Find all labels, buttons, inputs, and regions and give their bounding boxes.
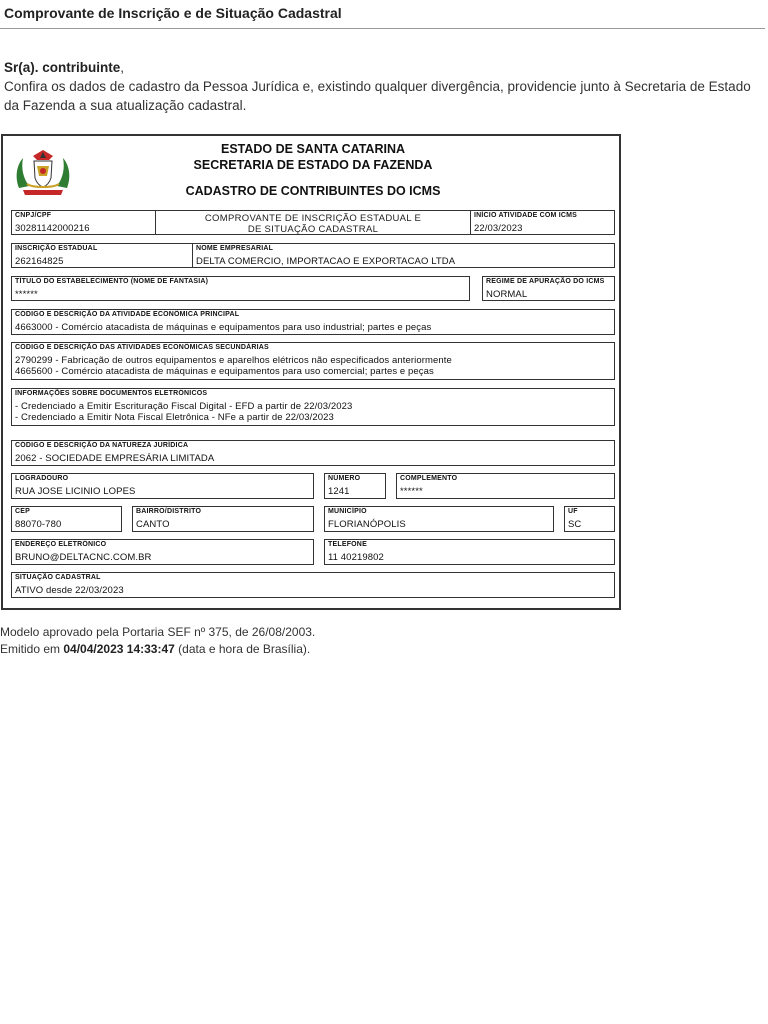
- cnpj-label: CNPJ/CPF: [15, 212, 52, 219]
- cnpj-field: [11, 210, 156, 235]
- complemento-label: COMPLEMENTO: [400, 475, 458, 482]
- emitido-datetime: 04/04/2023 14:33:47: [63, 642, 175, 656]
- natureza-label: CÓDIGO E DESCRIÇÃO DA NATUREZA JURÍDICA: [15, 442, 189, 449]
- modelo-note: Modelo aprovado pela Portaria SEF nº 375, de 26/08/2003.: [0, 625, 316, 639]
- inicio-value: 22/03/2023: [474, 223, 523, 234]
- complemento-field: [396, 473, 615, 499]
- situacao-cadastral-field: [11, 572, 615, 598]
- situacao-label: SITUAÇÃO CADASTRAL: [15, 574, 101, 581]
- ie-value: 262164825: [15, 256, 64, 267]
- documentos-eletronicos-field: [11, 388, 615, 426]
- certificate-frame: [1, 134, 621, 610]
- uf-value: SC: [568, 519, 582, 530]
- email-label: ENDEREÇO ELETRÔNICO: [15, 541, 107, 548]
- heading-cadastro: CADASTRO DE CONTRIBUINTES DO ICMS: [185, 184, 441, 198]
- complemento-value: ******: [400, 486, 423, 497]
- bairro-field: [132, 506, 314, 532]
- logradouro-field: [11, 473, 314, 499]
- inscricao-estadual-field: [11, 243, 193, 268]
- doc-title-line2: DE SITUAÇÃO CADASTRAL: [247, 224, 379, 235]
- ie-label: INSCRIÇÃO ESTADUAL: [15, 245, 98, 252]
- page-header: [0, 0, 765, 29]
- uf-label: UF: [568, 508, 578, 515]
- atividade-secundaria-item: 4665600 - Comércio atacadista de máquinas e equipamentos para uso comercial; partes e peças: [15, 366, 434, 377]
- doc-eletronico-item: - Credenciado a Emitir Nota Fiscal Eletrônica - NFe a partir de 22/03/2023: [15, 412, 334, 423]
- situacao-value: ATIVO desde 22/03/2023: [15, 585, 124, 596]
- atividade-principal-label: CÓDIGO E DESCRIÇÃO DA ATIVIDADE ECONÔMICA PRINCIPAL: [15, 311, 240, 318]
- greeting: Sr(a). contribuinte: [4, 60, 121, 75]
- bairro-label: BAIRRO/DISTRITO: [136, 508, 202, 515]
- greeting-suffix: ,: [120, 60, 125, 75]
- regime-value: NORMAL: [486, 289, 528, 300]
- cep-label: CEP: [15, 508, 30, 515]
- atividades-secundarias-field: [11, 342, 615, 380]
- fantasia-label: TÍTULO DO ESTABELECIMENTO (NOME DE FANTASIA): [15, 278, 209, 285]
- regime-label: REGIME DE APURAÇÃO DO ICMS: [486, 278, 605, 285]
- numero-value: 1241: [328, 486, 350, 497]
- inicio-label: INÍCIO ATIVIDADE COM ICMS: [474, 212, 577, 219]
- fantasia-value: ******: [15, 289, 38, 300]
- atividade-principal-value: 4663000 - Comércio atacadista de máquinas e equipamentos para uso industrial; partes e peças: [15, 322, 432, 333]
- email-value: BRUNO@DELTACNC.COM.BR: [15, 552, 152, 563]
- nome-label: NOME EMPRESARIAL: [196, 245, 274, 252]
- natureza-value: 2062 - SOCIEDADE EMPRESÁRIA LIMITADA: [15, 453, 215, 464]
- email-field: [11, 539, 314, 565]
- regime-apuracao-field: [482, 276, 615, 301]
- logradouro-value: RUA JOSE LICINIO LOPES: [15, 486, 136, 497]
- docs-eletronicos-label: INFORMAÇÕES SOBRE DOCUMENTOS ELETRÔNICOS: [15, 390, 208, 397]
- municipio-field: [324, 506, 554, 532]
- bairro-value: CANTO: [136, 519, 170, 530]
- numero-field: [324, 473, 386, 499]
- telefone-value: 11 40219802: [328, 552, 384, 563]
- nome-empresarial-field: [192, 243, 615, 268]
- doc-title-box: [155, 210, 471, 235]
- atividade-principal-field: [11, 309, 615, 335]
- telefone-field: [324, 539, 615, 565]
- intro-text: Confira os dados de cadastro da Pessoa Jurídica e, existindo qualquer divergência, providencie junto à Secretaria de Estado da Fazenda a sua atualização cadastral.: [4, 79, 751, 113]
- atividades-secundarias-label: CÓDIGO E DESCRIÇÃO DAS ATIVIDADES ECONÔMICAS SECUNDÁRIAS: [15, 344, 269, 351]
- nome-fantasia-field: [11, 276, 470, 301]
- emitido-note: [0, 642, 310, 656]
- uf-field: [564, 506, 615, 532]
- cep-field: [11, 506, 122, 532]
- municipio-value: FLORIANÓPOLIS: [328, 519, 406, 530]
- emitido-prefix: Emitido em: [0, 642, 61, 656]
- heading-state: ESTADO DE SANTA CATARINA: [220, 142, 406, 156]
- numero-label: NÚMERO: [328, 475, 361, 482]
- logradouro-label: LOGRADOURO: [15, 475, 69, 482]
- natureza-juridica-field: [11, 440, 615, 466]
- doc-eletronico-item: - Credenciado a Emitir Escrituração Fiscal Digital - EFD a partir de 22/03/2023: [15, 401, 353, 412]
- telefone-label: TELEFONE: [328, 541, 367, 548]
- inicio-atividade-field: [470, 210, 615, 235]
- atividade-secundaria-item: 2790299 - Fabricação de outros equipamentos e aparelhos elétricos não especificados anteriormente: [15, 355, 452, 366]
- municipio-label: MUNICÍPIO: [328, 508, 367, 515]
- cnpj-value: 30281142000216: [15, 223, 90, 234]
- nome-value: DELTA COMERCIO, IMPORTACAO E EXPORTACAO LTDA: [196, 256, 456, 267]
- doc-title-line1: COMPROVANTE DE INSCRIÇÃO ESTADUAL E: [204, 213, 422, 224]
- cep-value: 88070-780: [15, 519, 62, 530]
- page-title: Comprovante de Inscrição e de Situação Cadastral: [4, 5, 342, 21]
- heading-secretaria: SECRETARIA DE ESTADO DA FAZENDA: [193, 158, 433, 172]
- intro-block: [4, 58, 764, 115]
- emitido-suffix: (data e hora de Brasília).: [178, 642, 311, 656]
